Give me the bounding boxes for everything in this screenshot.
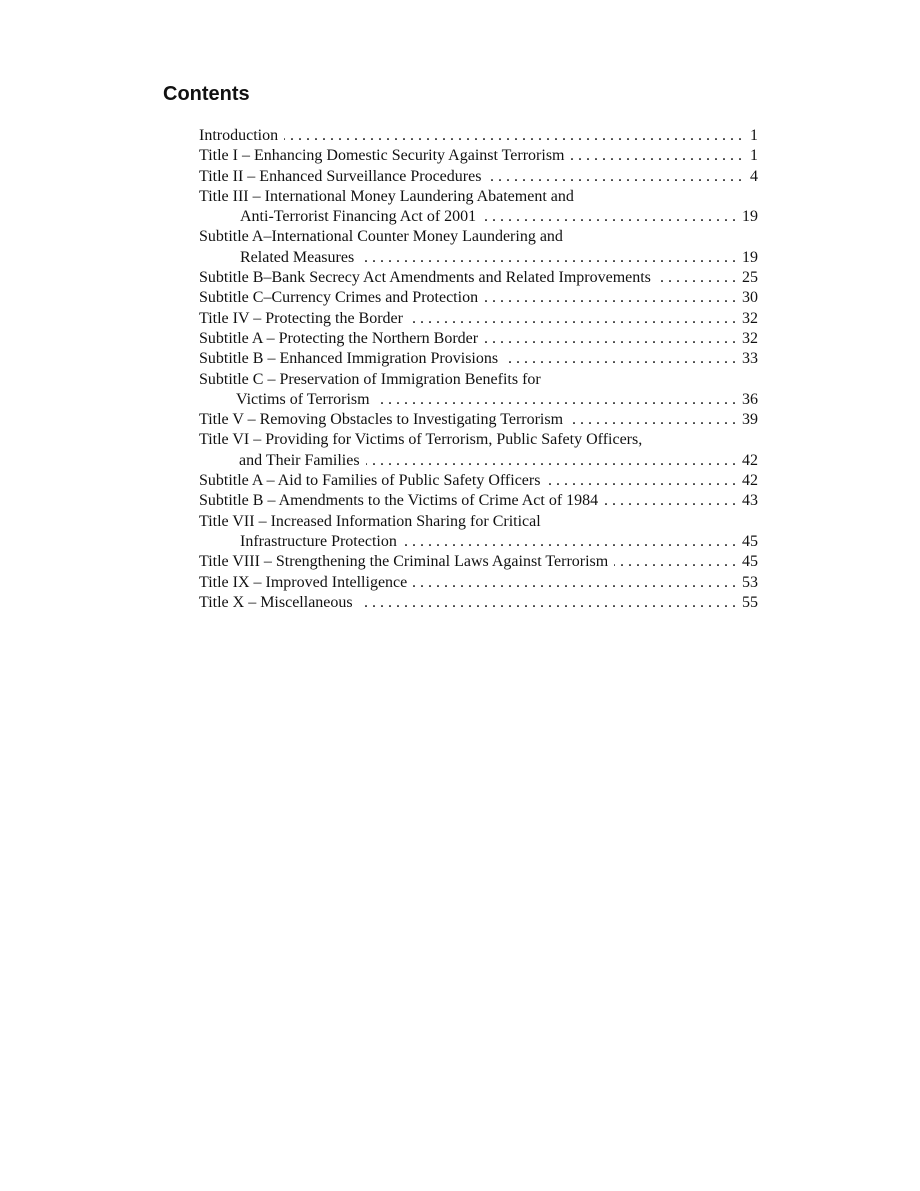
- toc-entry-text: Anti-Terrorist Financing Act of 2001: [240, 208, 477, 226]
- toc-entry-continuation: [199, 248, 758, 268]
- table-of-contents: [199, 126, 758, 613]
- dot-leader: [359, 593, 736, 613]
- dot-leader: [484, 288, 736, 308]
- toc-page-number: 32: [742, 309, 758, 327]
- toc-entry-text: Title III – International Money Laundering Abatement and: [199, 187, 574, 205]
- toc-entry-continuation: [199, 207, 758, 227]
- toc-entry-text: Subtitle C – Preservation of Immigration Benefits for: [199, 370, 541, 388]
- dot-leader: [284, 126, 742, 146]
- dot-leader: [413, 573, 736, 593]
- dot-leader: [487, 167, 742, 187]
- toc-entry-text: Title VII – Increased Information Sharing for Critical: [199, 512, 541, 530]
- toc-entry-heading: [199, 512, 758, 532]
- toc-page-number: 42: [742, 472, 758, 490]
- dot-leader: [366, 451, 736, 471]
- toc-entry-continuation: [199, 451, 758, 471]
- dot-leader: [546, 471, 736, 491]
- toc-page-number: 55: [742, 593, 758, 611]
- dot-leader: [482, 207, 736, 227]
- toc-entry-continuation: [199, 532, 758, 552]
- toc-entry-text: Title V – Removing Obstacles to Investigating Terrorism: [199, 411, 564, 429]
- toc-entry-text: Title II – Enhanced Surveillance Procedures: [199, 167, 482, 185]
- dot-leader: [484, 329, 736, 349]
- toc-entry-text: Infrastructure Protection: [240, 532, 397, 550]
- toc-entry: [199, 410, 758, 430]
- toc-entry-text: Subtitle B – Enhanced Immigration Provisions: [199, 350, 499, 368]
- toc-entry: [199, 471, 758, 491]
- dot-leader: [657, 268, 736, 288]
- dot-leader: [376, 390, 736, 410]
- dot-leader: [614, 552, 736, 572]
- toc-entry-text: Title IX – Improved Intelligence: [199, 573, 408, 591]
- toc-entry: [199, 126, 758, 146]
- toc-entry: [199, 146, 758, 166]
- toc-entry-text: Subtitle B – Amendments to the Victims of Crime Act of 1984: [199, 492, 599, 510]
- toc-entry-heading: [199, 227, 758, 247]
- toc-page-number: 45: [742, 532, 758, 550]
- toc-entry-heading: [199, 370, 758, 390]
- toc-entry: [199, 552, 758, 572]
- toc-entry-text: Title X – Miscellaneous: [199, 593, 353, 611]
- dot-leader: [360, 248, 736, 268]
- toc-entry-text: Victims of Terrorism: [236, 390, 370, 408]
- toc-entry-text: Title VIII – Strengthening the Criminal Laws Against Terrorism: [199, 553, 609, 571]
- dot-leader: [403, 532, 736, 552]
- toc-entry: [199, 309, 758, 329]
- toc-entry: [199, 268, 758, 288]
- toc-entry-text: Related Measures: [240, 248, 355, 266]
- toc-entry: [199, 288, 758, 308]
- toc-page-number: 30: [742, 289, 758, 307]
- page-title: Contents: [163, 83, 250, 105]
- toc-entry-text: Subtitle C–Currency Crimes and Protection: [199, 289, 479, 307]
- toc-entry-heading: [199, 187, 758, 207]
- toc-page-number: 1: [750, 147, 758, 165]
- toc-entry-text: Title I – Enhancing Domestic Security Against Terrorism: [199, 147, 565, 165]
- dot-leader: [409, 309, 736, 329]
- dot-leader: [504, 349, 736, 369]
- toc-page-number: 36: [742, 390, 758, 408]
- toc-page-number: 32: [742, 329, 758, 347]
- toc-page-number: 33: [742, 350, 758, 368]
- toc-page-number: 19: [742, 208, 758, 226]
- toc-entry: [199, 491, 758, 511]
- toc-entry: [199, 329, 758, 349]
- toc-entry: [199, 349, 758, 369]
- toc-entry-text: Subtitle A – Aid to Families of Public Safety Officers: [199, 472, 541, 490]
- toc-page-number: 45: [742, 553, 758, 571]
- toc-entry-text: Introduction: [199, 127, 279, 144]
- toc-entry-text: Subtitle A – Protecting the Northern Border: [199, 329, 479, 347]
- toc-page-number: 25: [742, 269, 758, 287]
- toc-entry: [199, 573, 758, 593]
- toc-page-number: 4: [750, 167, 758, 185]
- toc-entry-text: Subtitle B–Bank Secrecy Act Amendments and Related Improvements: [199, 269, 651, 287]
- toc-page-number: 53: [742, 573, 758, 591]
- toc-entry: [199, 593, 758, 613]
- dot-leader: [604, 491, 736, 511]
- toc-entry: [199, 167, 758, 187]
- toc-entry-heading: [199, 430, 758, 450]
- toc-entry-continuation: [199, 390, 758, 410]
- toc-page-number: 43: [742, 492, 758, 510]
- toc-page-number: 19: [742, 248, 758, 266]
- toc-page-number: 39: [742, 411, 758, 429]
- toc-page-number: 1: [750, 127, 758, 144]
- toc-entry-text: and Their Families: [239, 451, 360, 469]
- toc-page-number: 42: [742, 451, 758, 469]
- toc-entry-text: Subtitle A–International Counter Money Laundering and: [199, 228, 563, 246]
- toc-entry-text: Title VI – Providing for Victims of Terrorism, Public Safety Officers,: [199, 431, 643, 449]
- dot-leader: [571, 146, 743, 166]
- toc-entry-text: Title IV – Protecting the Border: [199, 309, 403, 327]
- dot-leader: [569, 410, 736, 430]
